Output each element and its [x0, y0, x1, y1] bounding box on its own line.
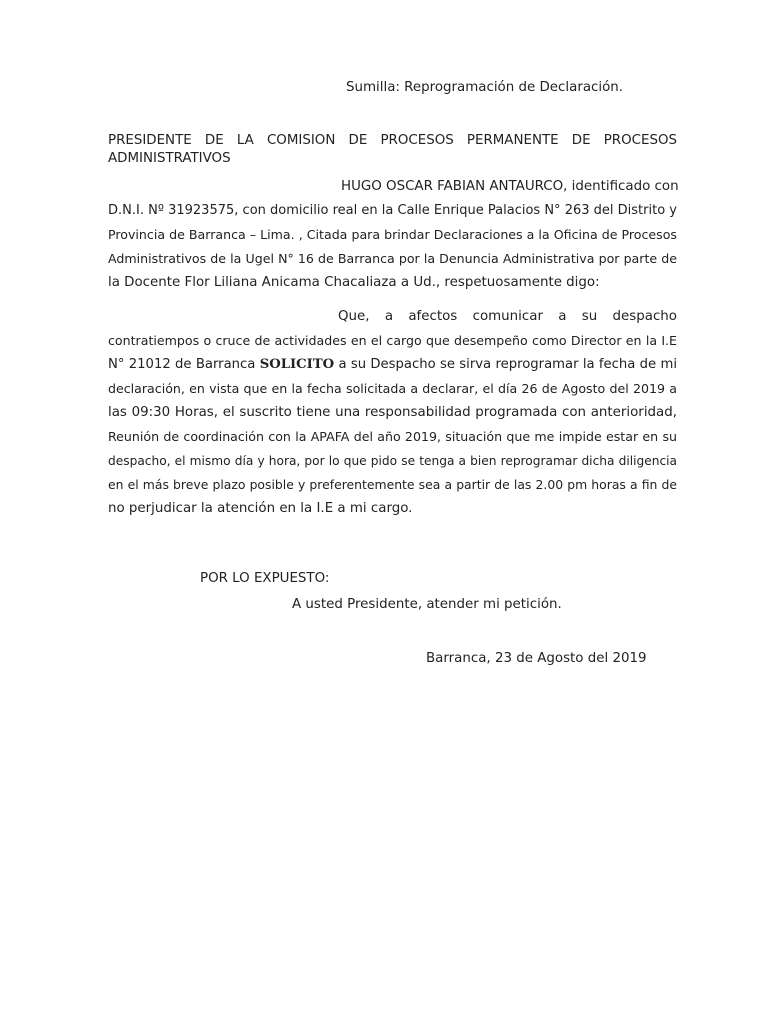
intro-line-4: Administrativos de la Ugel N° 16 de Barranca por la Denuncia Administrativa por parte de — [108, 251, 677, 266]
solicito-keyword: SOLICITO — [259, 357, 335, 372]
body-line-2: contratiempos o cruce de actividades en el cargo que desempeño como Director en la I.E — [108, 333, 677, 348]
sumilla: Sumilla: Reprogramación de Declaración. — [346, 80, 624, 95]
body-line-1: Que, a afectos comunicar a su despacho — [338, 309, 677, 324]
intro-line-2: D.N.I. Nº 31923575, con domicilio real en la Calle Enrique Palacios N° 263 del Distrito y — [108, 203, 677, 218]
place-and-date: Barranca, 23 de Agosto del 2019 — [426, 651, 647, 666]
body-line-6: Reunión de coordinación con la APAFA del año 2019, situación que me impide estar en su — [108, 429, 677, 444]
intro-line-3: Provincia de Barranca – Lima. , Citada para brindar Declaraciones a la Oficina de Procesos — [108, 227, 677, 242]
closing-request: A usted Presidente, atender mi petición. — [292, 597, 562, 612]
body-line-9: no perjudicar la atención en la I.E a mi cargo. — [108, 501, 413, 516]
body-line-3-start: N° 21012 de Barranca — [108, 357, 260, 372]
body-line-8: en el más breve plazo posible y preferentemente sea a partir de las 2.00 pm horas a fin de — [108, 477, 677, 492]
body-line-5: las 09:30 Horas, el suscrito tiene una responsabilidad programada con anterioridad, — [108, 405, 677, 420]
body-line-3 — [108, 356, 677, 374]
intro-line-5: la Docente Flor Liliana Anicama Chacaliaza a Ud., respetuosamente digo: — [108, 275, 600, 290]
body-line-7: despacho, el mismo día y hora, por lo que pido se tenga a bien reprogramar dicha diligencia — [108, 454, 677, 468]
intro-line-1: HUGO OSCAR FABIAN ANTAURCO, identificado con — [341, 179, 679, 194]
body-line-3-end: a su Despacho se sirva reprogramar la fecha de mi — [334, 357, 677, 372]
addressee-line-2: ADMINISTRATIVOS — [108, 151, 231, 166]
por-lo-expuesto: POR LO EXPUESTO: — [200, 571, 330, 586]
body-line-4: declaración, en vista que en la fecha solicitada a declarar, el día 26 de Agosto del 2019 a — [108, 381, 677, 396]
addressee-line-1: PRESIDENTE DE LA COMISION DE PROCESOS PERMANENTE DE PROCESOS — [108, 133, 677, 148]
